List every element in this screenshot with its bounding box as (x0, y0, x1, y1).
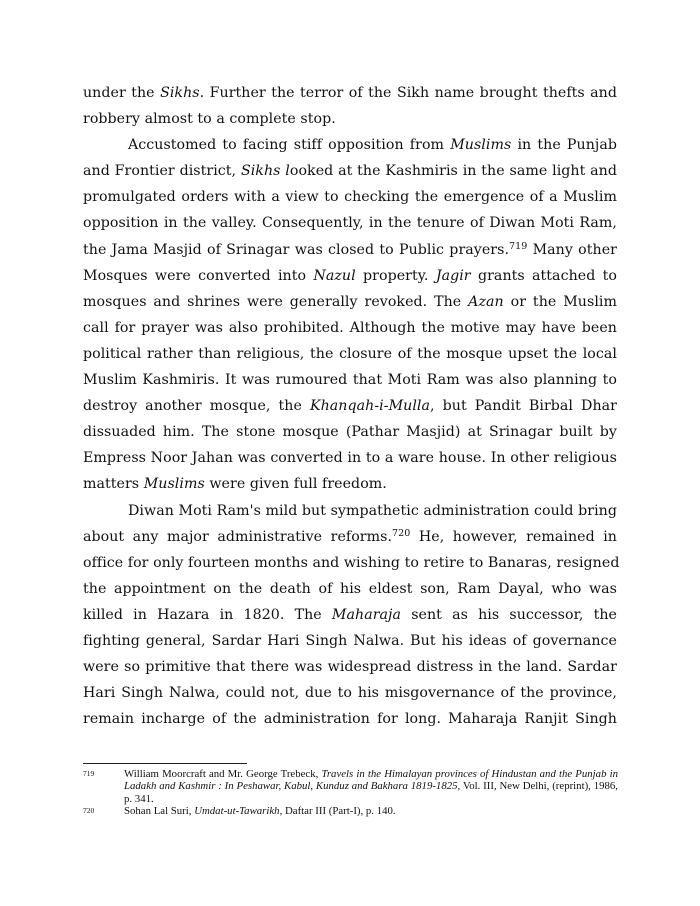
italic-text: Sikhs (160, 85, 200, 101)
italic-text: Maharaja (331, 606, 402, 623)
footnote-720 (83, 805, 618, 817)
text-run: Empress Noor Jahan was converted in to a ware house. In other religious (83, 450, 617, 467)
text-run: Diwan Moti Ram's mild but sympathetic administration could bring (128, 502, 617, 519)
italic-text: Muslims (450, 137, 512, 154)
text-line (83, 680, 617, 706)
citation-title: Umdat-ut-Tawarikh (194, 804, 280, 817)
text-run: the appointment on the death of his eldest son, Ram Dayal, who was (83, 580, 617, 597)
text-run: office for only fourteen months and wishing to retire to Banaras, resigned (83, 554, 620, 571)
text-run: Mosques were converted into (83, 267, 314, 284)
text-run: call for prayer was also prohibited. Although the motive may have been (83, 319, 617, 336)
text-line (83, 106, 617, 132)
text-run: mosques and shrines were generally revoked. The (83, 293, 469, 310)
text-run: property. (355, 267, 436, 284)
text-line (83, 263, 617, 289)
text-run: opposition in the valley. Consequently, in the tenure of Diwan Moti Ram, (83, 215, 617, 232)
text-run: under the (83, 85, 161, 101)
footnote-number: 719 (83, 769, 95, 778)
italic-text: Muslims (143, 476, 205, 493)
italic-text: Azan (468, 293, 504, 310)
italic-text: Khanqah-i-Mulla (309, 398, 431, 415)
footnote-reference[interactable]: 720 (392, 527, 411, 539)
text-line (83, 158, 617, 184)
text-line (83, 184, 617, 210)
text-line (83, 445, 617, 471)
text-run: , but Pandit Birbal Dhar (430, 398, 617, 415)
citation-title: Travels in the Himalayan provinces of Hindustan and the Punjab in Ladakh and Kashmir : In Peshawar, Kabul, Kunduz and Bakhara 1819-1825, (124, 768, 618, 793)
footnote-number: 720 (83, 805, 95, 815)
text-run: . Further the terror of the Sikh name brought thefts and (199, 85, 617, 101)
text-run: about any major administrative reforms. (83, 528, 393, 545)
text-line (83, 602, 617, 628)
italic-text: Nazul (313, 267, 356, 284)
text-line (83, 419, 617, 445)
text-run: Many other (527, 241, 617, 258)
text-line (83, 498, 617, 524)
text-run: the Jama Masjid of Srinagar was closed to Public prayers. (83, 241, 510, 258)
text-run: Accustomed to facing stiff opposition from (128, 137, 451, 154)
text-line (83, 654, 617, 680)
text-line (83, 132, 617, 158)
text-line (83, 706, 617, 732)
text-run: Muslim Kashmiris. It was rumoured that Moti Ram was also planning to (83, 372, 617, 389)
text-line (83, 524, 617, 550)
citation-text: Vol. III, New Delhi, (reprint), 1986, p. 341. (124, 780, 618, 805)
text-run: fighting general, Sardar Hari Singh Nalwa. But his ideas of governance (83, 632, 617, 649)
text-run: sent as his successor, the (401, 606, 617, 623)
citation-text: , Daftar III (Part-I), p. 140. (279, 804, 396, 817)
text-run: political rather than religious, the closure of the mosque upset the local (83, 345, 617, 362)
text-line (83, 210, 617, 236)
text-run: and Frontier district, (83, 163, 241, 180)
footnote-separator (83, 763, 247, 764)
text-line (83, 237, 617, 263)
text-line (83, 289, 617, 315)
text-run: Hari Singh Nalwa, could not, due to his misgovernance of the province, (83, 685, 617, 702)
text-run: were given full freedom. (204, 476, 387, 493)
footnote-719 (83, 768, 618, 805)
text-line (83, 576, 617, 602)
text-line (83, 471, 617, 497)
text-run: remain incharge of the administration for long. Maharaja Ranjit Singh (83, 711, 617, 728)
italic-text: Jagir (435, 267, 471, 284)
text-run: promulgated orders with a view to checking the emergence of a Muslim (83, 189, 617, 206)
text-run: robbery almost to a complete stop. (83, 111, 336, 128)
italic-text: Sikhs l (240, 163, 290, 180)
text-line (83, 341, 617, 367)
text-run: or the Muslim (503, 293, 618, 310)
text-run: destroy another mosque, the (83, 398, 310, 415)
text-run: He, however, remained in (410, 528, 617, 545)
text-line (83, 393, 617, 419)
body-text (83, 80, 620, 732)
text-line (83, 550, 620, 576)
footnote-reference[interactable]: 719 (509, 240, 528, 252)
text-run: were so primitive that there was widespread distress in the land. Sardar (83, 659, 617, 676)
text-run: grants attached to (470, 267, 618, 284)
footnotes (83, 768, 618, 817)
text-run: ooked at the Kashmiris in the same light and (289, 163, 617, 180)
text-run: killed in Hazara in 1820. The (83, 606, 332, 623)
citation-text: Sohan Lal Suri, (124, 804, 195, 817)
text-line (83, 80, 617, 106)
text-run: in the Punjab (511, 137, 617, 154)
text-run: dissuaded him. The stone mosque (Pathar Masjid) at Srinagar built by (83, 424, 617, 441)
text-line (83, 367, 617, 393)
text-line (83, 628, 617, 654)
text-run: matters (83, 476, 144, 493)
text-line (83, 315, 617, 341)
citation-text: William Moorcraft and Mr. George Trebeck, (124, 768, 322, 780)
